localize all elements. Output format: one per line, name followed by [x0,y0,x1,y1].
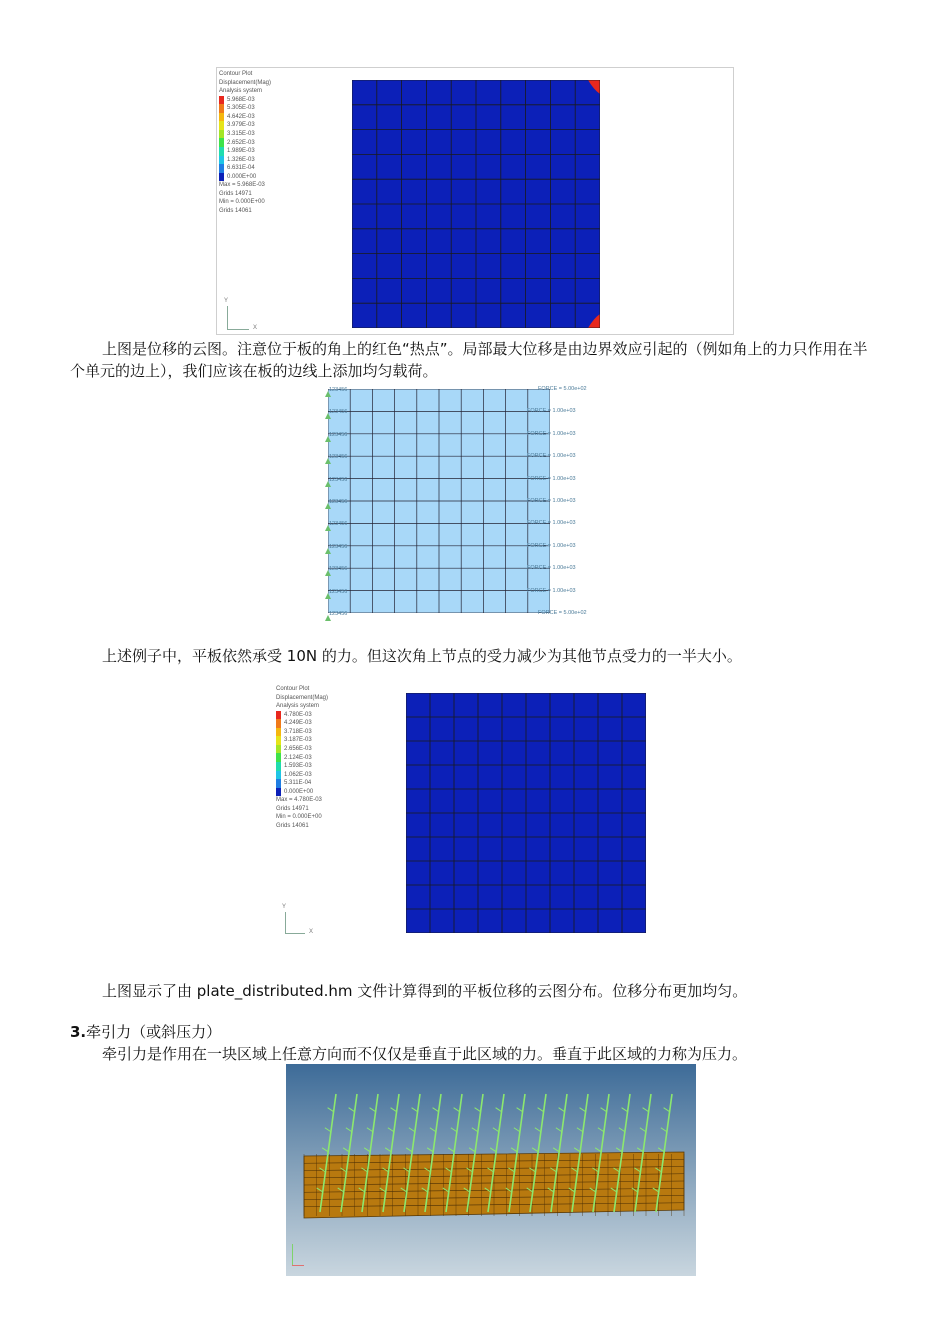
paragraph-distributed-result: 上图显示了由 plate_distributed.hm 文件计算得到的平板位移的云图分布。位移分布更加均匀。 [102,982,748,1000]
axis-y-line [227,306,228,330]
traction-arrow-tick [349,1108,355,1112]
legend-header-line: Analysis system [276,703,320,709]
legend-entry [219,164,339,173]
traction-arrow-tick [343,1148,349,1152]
constraint-icon [325,436,331,442]
section-heading-traction [70,1021,221,1043]
figure-3-contour-plate [406,693,646,933]
constraint-icon [325,548,331,554]
legend-swatch [219,147,224,156]
constraint-icon [325,481,331,487]
axis-y-label: Y [282,904,287,910]
constraint-icon [325,570,331,576]
legend-header-line: Contour Plot [276,686,310,692]
legend-value: 1.062E-03 [284,771,312,778]
constraint-icon [325,593,331,599]
traction-arrow-tick [451,1128,457,1132]
constraint-label: 123456 [329,409,348,416]
legend-value: 3.187E-03 [284,737,312,744]
legend-entry [276,736,396,745]
legend-swatch [276,736,281,745]
traction-arrow-tick [622,1108,628,1112]
force-label: FORCE = 1.00e+03 [527,587,576,594]
paragraph-traction-definition: 牵引力是作用在一块区域上任意方向而不仅仅是垂直于此区域的力。垂直于此区域的力称为压力。 [102,1045,748,1063]
legend-entry [219,96,339,105]
legend-entry [219,156,339,165]
traction-arrow-tick [616,1148,622,1152]
legend-entry [219,121,339,130]
legend-value: 6.631E-04 [227,165,255,172]
legend-entry [219,130,339,139]
traction-arrow-tick [454,1108,460,1112]
constraint-icon [325,615,331,621]
traction-arrow-tick [511,1148,517,1152]
figure-4-traction-model [286,1064,696,1276]
legend-swatch [276,779,281,788]
legend-footer-line: Grids 14061 [219,207,252,214]
constraint-icon [325,458,331,464]
legend-footer-line: Grids 14971 [276,805,309,812]
traction-arrow-tick [472,1128,478,1132]
traction-arrow-tick [535,1128,541,1132]
constraint-label: 123456 [329,521,348,528]
force-label: FORCE = 5.00e+02 [538,610,587,616]
axis-triad-icon [290,1244,304,1270]
axis-x-line [285,933,305,934]
force-label: FORCE = 1.00e+03 [527,408,576,415]
traction-arrow-tick [643,1108,649,1112]
traction-arrow-tick [532,1148,538,1152]
legend-swatch [219,96,224,105]
axis-x-label: X [309,929,314,935]
legend-entry [219,173,339,182]
legend-scale [276,711,396,797]
legend-entry [219,138,339,147]
constraint-label: 123456 [329,476,348,483]
legend-entry [276,719,396,728]
legend-entry [219,147,339,156]
section-number: 3. [70,1023,87,1041]
constraint-icon [325,413,331,419]
legend-swatch [219,138,224,147]
legend-entry [276,788,396,797]
traction-arrow-tick [601,1108,607,1112]
legend-swatch [276,753,281,762]
legend-swatch [276,745,281,754]
legend-header-line: Displacement(Mag) [219,79,272,86]
traction-arrow-tick [430,1128,436,1132]
constraint-label: 123456 [329,499,348,505]
legend-value: 1.989E-03 [227,148,255,155]
traction-arrow-tick [409,1128,415,1132]
traction-arrow-tick [574,1148,580,1152]
traction-arrow-tick [598,1128,604,1132]
legend-value: 1.593E-03 [284,763,312,770]
legend-entry [276,762,396,771]
constraint-label: 123456 [329,387,348,393]
legend-footer-line: Max = 4.780E-03 [276,797,322,804]
legend-entry [219,113,339,122]
traction-arrow-tick [580,1108,586,1112]
traction-arrow-tick [640,1128,646,1132]
legend-entry [276,745,396,754]
constraint-label: 123456 [329,566,348,573]
traction-arrow-tick [322,1148,328,1152]
traction-arrow-tick [388,1128,394,1132]
legend-footer-line: Min = 0.000E+00 [219,199,265,206]
figure-1-contour-plate [352,80,600,328]
legend-entry [276,753,396,762]
legend-swatch [219,113,224,122]
traction-arrow-tick [658,1148,664,1152]
legend-swatch [276,719,281,728]
legend-value: 5.968E-03 [227,96,255,103]
legend-swatch [219,104,224,113]
traction-arrow-tick [412,1108,418,1112]
legend-entry [219,104,339,113]
traction-arrow-tick [514,1128,520,1132]
legend-swatch [219,173,224,182]
traction-arrow-tick [619,1128,625,1132]
traction-arrow-tick [538,1108,544,1112]
figure-2-distributed-load-model [322,385,612,620]
figure-3-displacement-contour-distributed [274,683,654,943]
legend-swatch [276,771,281,780]
legend-scale [219,96,339,182]
force-label: FORCE = 1.00e+03 [527,542,576,549]
legend-entry [276,728,396,737]
traction-arrow-tick [406,1148,412,1152]
constraint-icon [325,391,331,397]
legend-value: 0.000E+00 [284,788,314,795]
legend-swatch [276,711,281,720]
traction-arrow-tick [559,1108,565,1112]
traction-arrow-tick [577,1128,583,1132]
traction-arrow-tick [637,1148,643,1152]
legend-value: 2.656E-03 [284,745,312,752]
traction-arrow-tick [367,1128,373,1132]
force-label: FORCE = 1.00e+03 [527,498,576,504]
traction-arrow-tick [427,1148,433,1152]
legend-header-line: Analysis system [219,88,263,94]
axis-y-line [285,912,286,934]
legend-value: 4.780E-03 [284,711,312,718]
constraint-label: 123456 [329,431,348,438]
traction-arrow-tick [490,1148,496,1152]
force-label: FORCE = 1.00e+03 [527,565,576,572]
paragraph-displacement-hotspot: 上图是位移的云图。注意位于板的角上的红色“热点”。局部最大位移是由边界效应引起的（例如角上的力只作用在半个单元的边上），我们应该在板的边线上添加均匀载荷。 [70,340,868,380]
legend-value: 3.315E-03 [227,130,255,137]
traction-arrow-tick [556,1128,562,1132]
legend-swatch [219,156,224,165]
constraint-label: 123456 [329,588,348,595]
traction-arrow-tick [517,1108,523,1112]
force-label: FORCE = 1.00e+03 [527,453,576,460]
constraint-label: 123456 [329,543,348,550]
legend-value: 1.326E-03 [227,156,255,163]
legend-value: 4.249E-03 [284,720,312,727]
legend-header-line: Contour Plot [219,71,253,77]
force-label: FORCE = 1.00e+03 [527,475,576,482]
plate-mesh [328,389,550,613]
legend-entry [276,779,396,788]
legend-swatch [276,762,281,771]
traction-arrow-tick [385,1148,391,1152]
traction-arrow-tick [664,1108,670,1112]
legend-value: 5.305E-03 [227,105,255,112]
constraint-icon [325,503,331,509]
legend-swatch [219,121,224,130]
legend-value: 5.311E-04 [284,780,312,787]
plate-mesh-grid [328,389,550,613]
force-label: FORCE = 1.00e+03 [527,520,576,527]
legend-footer-line: Min = 0.000E+00 [276,814,322,821]
axis-x-label: X [253,325,258,331]
traction-arrow-tick [325,1128,331,1132]
traction-arrow-tick [364,1148,370,1152]
constraint-icon [325,525,331,531]
traction-arrow-tick [391,1108,397,1112]
force-label: FORCE = 5.00e+02 [538,386,587,392]
traction-arrow-tick [433,1108,439,1112]
legend-value: 2.124E-03 [284,754,312,761]
legend-swatch [219,164,224,173]
legend-value: 2.652E-03 [227,139,255,146]
traction-arrow-tick [595,1148,601,1152]
axis-y-label: Y [224,298,229,304]
figure-3-legend [276,685,396,830]
traction-arrow-tick [346,1128,352,1132]
legend-value: 0.000E+00 [227,173,257,180]
traction-arrow-tick [496,1108,502,1112]
section-title: 牵引力（或斜压力） [86,1023,222,1041]
legend-swatch [276,788,281,797]
legend-swatch [276,728,281,737]
traction-arrow-tick [493,1128,499,1132]
legend-value: 3.718E-03 [284,728,312,735]
traction-arrow-tick [553,1148,559,1152]
traction-arrow-tick [328,1108,334,1112]
legend-entry [276,711,396,720]
legend-value: 3.979E-03 [227,122,255,129]
constraint-label: 123456 [329,611,348,617]
traction-arrow-tick [370,1108,376,1112]
traction-arrow-tick [448,1148,454,1152]
legend-header-line: Displacement(Mag) [276,694,329,701]
constraint-label: 123456 [329,454,348,461]
legend-entry [276,771,396,780]
figure-1-displacement-contour [216,67,734,335]
force-label: FORCE = 1.00e+03 [527,430,576,437]
traction-arrow-tick [475,1108,481,1112]
legend-footer-line: Max = 5.968E-03 [219,182,265,189]
traction-arrow-tick [469,1148,475,1152]
figure-1-legend [219,70,339,215]
legend-swatch [219,130,224,139]
traction-arrow-tick [661,1128,667,1132]
paragraph-corner-force: 上述例子中，平板依然承受 10N 的力。但这次角上节点的受力减少为其他节点受力的一半大小。 [102,647,742,665]
legend-value: 4.642E-03 [227,113,255,120]
legend-footer-line: Grids 14971 [219,190,252,197]
legend-footer-line: Grids 14061 [276,822,309,829]
traction-plate-with-arrows [286,1064,696,1276]
axis-x-line [227,329,249,330]
